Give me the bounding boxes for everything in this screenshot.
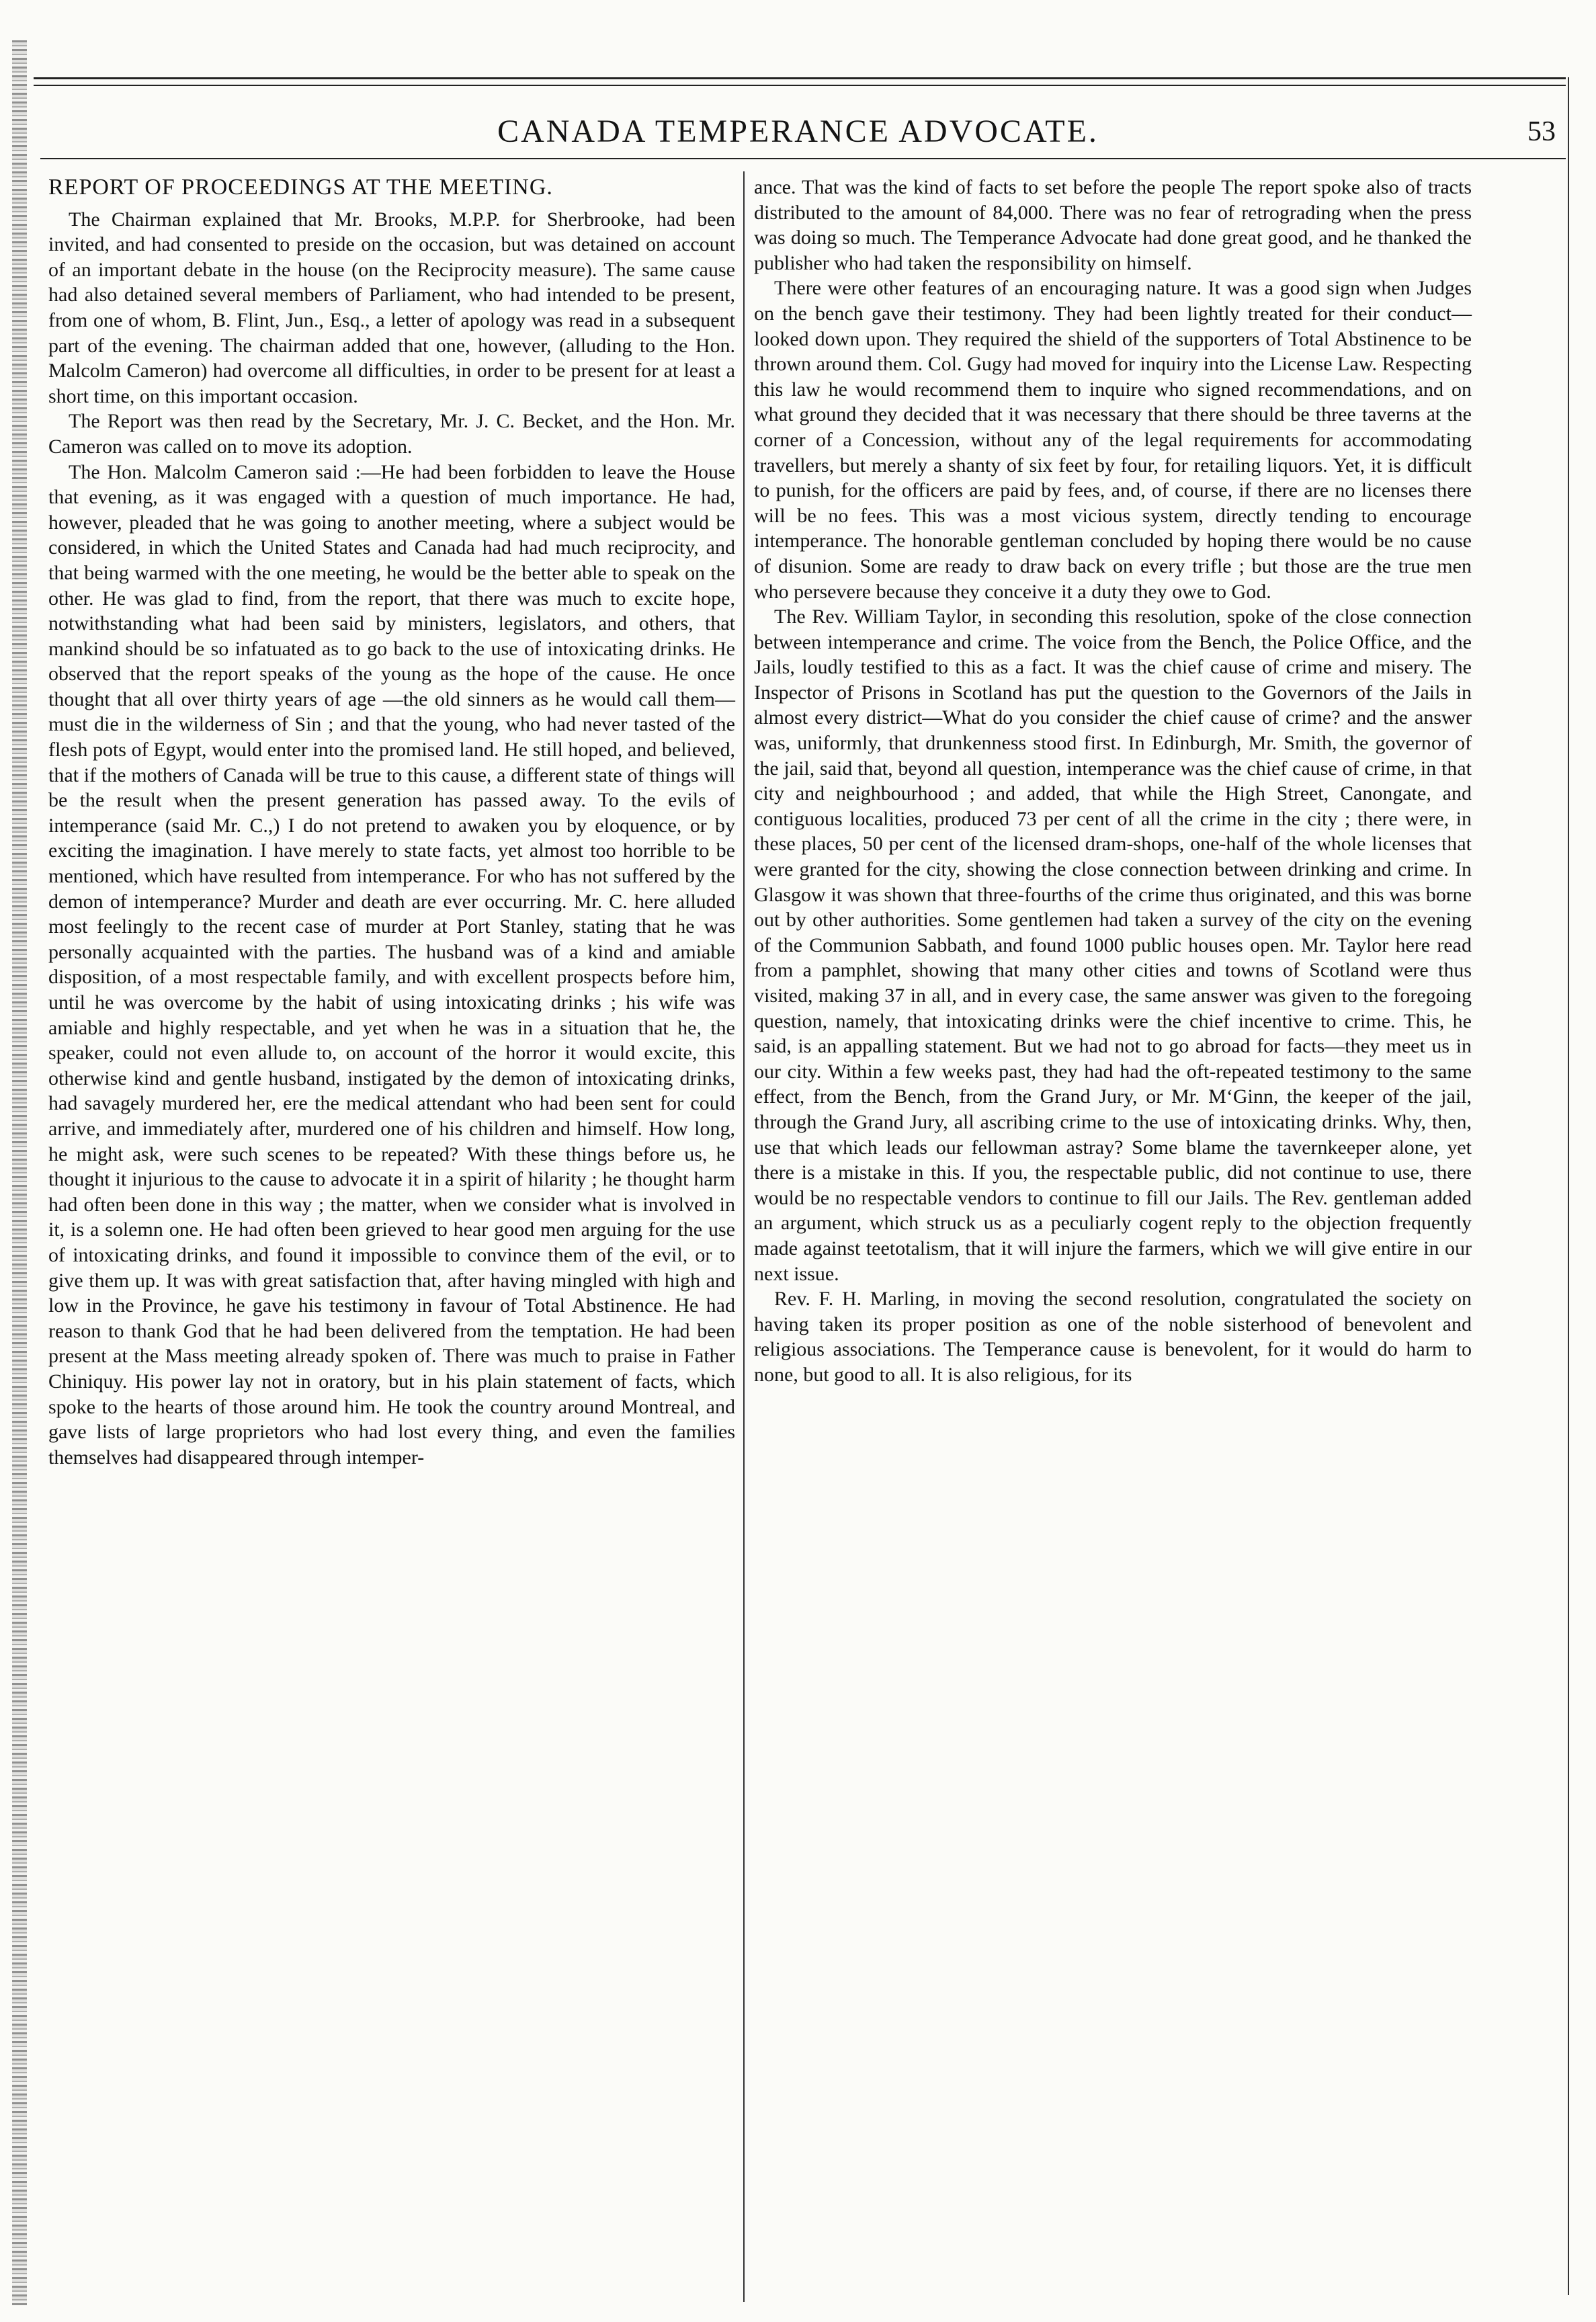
- top-rule: [34, 77, 1566, 86]
- paragraph-cameron: The Hon. Malcolm Cameron said :—He had been forbidden to leave the House that evening, as it was engaged with a question of much importance. He had, however, pleaded that he was going to another meeting, where a subject would be considered, in which the United States and Canada had had much reciprocity, and that being warmed with the one meeting, he would be the better able to speak on the other. He was glad to find, from the report, that there was much to excite hope, notwithstanding what had been said by ministers, legislators, and others, that mankind should be so infatuated as to go back to the use of intoxicating drinks. He observed that the report speaks of the young as the hope of the cause. He once thought that all over thirty years of age —the old sinners as he would call them—must die in the wilderness of Sin ; and that the young, who had never tasted of the flesh pots of Egypt, would enter into the promised land. He still hoped, and believed, that if the mothers of Canada will be true to this cause, a different state of things will be the result when the present generation has passed away. To the evils of intemperance (said Mr. C.,) I do not pretend to awaken you by eloquence, or by exciting the imagination. I have merely to state facts, yet almost too horrible to be mentioned, which have resulted from intemperance. For who has not suffered by the demon of intemperance? Murder and death are ever occurring. Mr. C. here alluded most feelingly to the recent case of murder at Port Stanley, stating that he was personally acquainted with the parties. The husband was of a kind and amiable disposition, of a most respectable family, and with excellent prospects before him, until he was overcome by the habit of using intoxicating drinks ; his wife was amiable and highly respectable, and yet when he was in a situation that he, the speaker, could not even allude to, on account of the horror it would excite, this otherwise kind and gentle husband, instigated by the demon of intoxicating drinks, had savagely murdered her, ere the medical attendant who had been sent for could arrive, and immediately after, murdered one of his children and himself. How long, he might ask, were such scenes to be repeated? With these things before us, he thought it injurious to the cause to advocate it in a spirit of hilarity ; he thought harm had often been done in this way ; the matter, when we consider what is involved in it, is a solemn one. He had often been grieved to hear good men arguing for the use of intoxicating drinks, and found it impossible to convince them of the evil, or to give them up. It was with great satisfaction that, after having mingled with high and low in the Province, he gave his testimony in favour of Total Abstinence. He had reason to thank God that he had been delivered from the temptation. He had been present at the Mass meeting already spoken of. There was much to praise in Father Chiniquy. His power lay not in oratory, but in his plain statement of facts, which spoke to the hearts of those around him. He took the country around Montreal, and gave lists of large proprietors who had lost every thing, and even the families themselves had disappeared through intemper-: [48, 460, 735, 1468]
- paragraph-report: The Report was then read by the Secretary, Mr. J. C. Becket, and the Hon. Mr. Cameron was called on to move its adoption.: [48, 410, 735, 458]
- binding-edge: [12, 40, 27, 2305]
- column-divider: [743, 171, 745, 2302]
- paragraph-encouraging: There were other features of an encouraging nature. It was a good sign when Judges on the bench gave their testimony. They had been lightly treated for their conduct— looked down upon. They required the shield of the supporters of Total Abstinence to be thrown around them. Col. Gugy had moved for inquiry into the License Law. Respecting this law he would recommend them to inquire who signed recommendations, and on what ground they decided that it was necessary that there should be three taverns at the corner of a Concession, without any of the legal requirements for accommodating travellers, but merely a shanty of six feet by four, for retailing liquors. Yet, it is difficult to punish, for the officers are paid by fees, and, of course, if there are no licenses there will be no fees. This was a most vicious system, directly tending to encourage intemperance. The honorable gentleman concluded by hoping there would be no cause of disunion. Some are ready to draw back on every trifle ; but those are the true men who persevere because they conceive it a duty they owe to God.: [754, 277, 1472, 603]
- publication-title: CANADA TEMPERANCE ADVOCATE.: [497, 114, 1099, 149]
- paragraph-taylor: The Rev. William Taylor, in seconding this resolution, spoke of the close connection between intemperance and crime. The voice from the Bench, the Police Office, and the Jails, loudly testified to this as a fact. It was the chief cause of crime and misery. The Inspector of Prisons in Scotland has put the question to the Governors of the Jails in almost every district—What do you consider the chief cause of crime? and the answer was, uniformly, that drunkenness stood first. In Edinburgh, Mr. Smith, the governor of the jail, said that, beyond all question, intemperance was the chief cause of crime, in that city and neighbourhood ; and added, that while the High Street, Canongate, and contiguous localities, produced 73 per cent of all the crime in the city ; there were, in these places, 50 per cent of the licensed dram-shops, one-half of the whole licenses that were granted for the city, showing the close connection between drinking and crime. In Glasgow it was shown that three-fourths of the crime thus originated, and this was borne out by other authorities. Some gentlemen had taken a survey of the city on the evening of the Communion Sabbath, and found 1000 public houses open. Mr. Taylor here read from a pamphlet, showing that many other cities and towns of Scotland were thus visited, making 37 in all, and in every case, the same answer was given to the foregoing question, namely, that intoxicating drinks were the chief incentive to crime. This, he said, is an appalling statement. But we had not to go abroad for facts—they meet us in our city. Within a few weeks past, they had had the oft-repeated testimony to the same effect, from the Bench, from the Grand Jury, or Mr. M‘Ginn, the keeper of the jail, through the Grand Jury, all ascribing crime to the use of intoxicating drinks. Why, then, use that which leads our fellowman astray? Some blame the tavernkeeper alone, yet there is a mistake in this. If you, the respectable public, did not continue to use, there would be no respectable vendors to continue to fill our Jails. The Rev. gentleman added an argument, which struck us as a peculiarly cogent reply to the objection frequently made against teetotalism, that it will injure the farmers, which we will give entire in our next issue.: [754, 606, 1472, 1285]
- right-border: [1568, 77, 1569, 2295]
- header-rule: [40, 158, 1566, 159]
- paragraph-continuation: ance. That was the kind of facts to set before the people The report spoke also of tracts distributed to the amount of 84,000. There was no fear of retrograding when the press was doing so much. The Temperance Advocate had done great good, and he thanked the publisher who had taken the responsibility on himself.: [754, 176, 1472, 274]
- section-title: REPORT OF PROCEEDINGS AT THE MEETING.: [48, 175, 553, 200]
- right-column: [754, 175, 1472, 1388]
- page-header: [40, 94, 1556, 155]
- page-number: 53: [1527, 116, 1556, 147]
- left-column: [48, 175, 735, 1470]
- paragraph-marling: Rev. F. H. Marling, in moving the second resolution, congratulated the society on having taken its proper position as one of the noble sisterhood of benevolent and religious associations. The Temperance cause is benevolent, for it would do harm to none, but good to all. It is also religious, for its: [754, 1288, 1472, 1386]
- paragraph-chairman: The Chairman explained that Mr. Brooks, M.P.P. for Sherbrooke, had been invited, and had consented to preside on the occasion, but was detained on account of an important debate in the house (on the Reciprocity measure). The same cause had also detained several members of Parliament, who had intended to be present, from one of whom, B. Flint, Jun., Esq., a letter of apology was read in a subsequent part of the evening. The chairman added that one, however, (alluding to the Hon. Malcolm Cameron) had overcome all difficulties, in order to be present for at least a short time, on this important occasion.: [48, 208, 735, 407]
